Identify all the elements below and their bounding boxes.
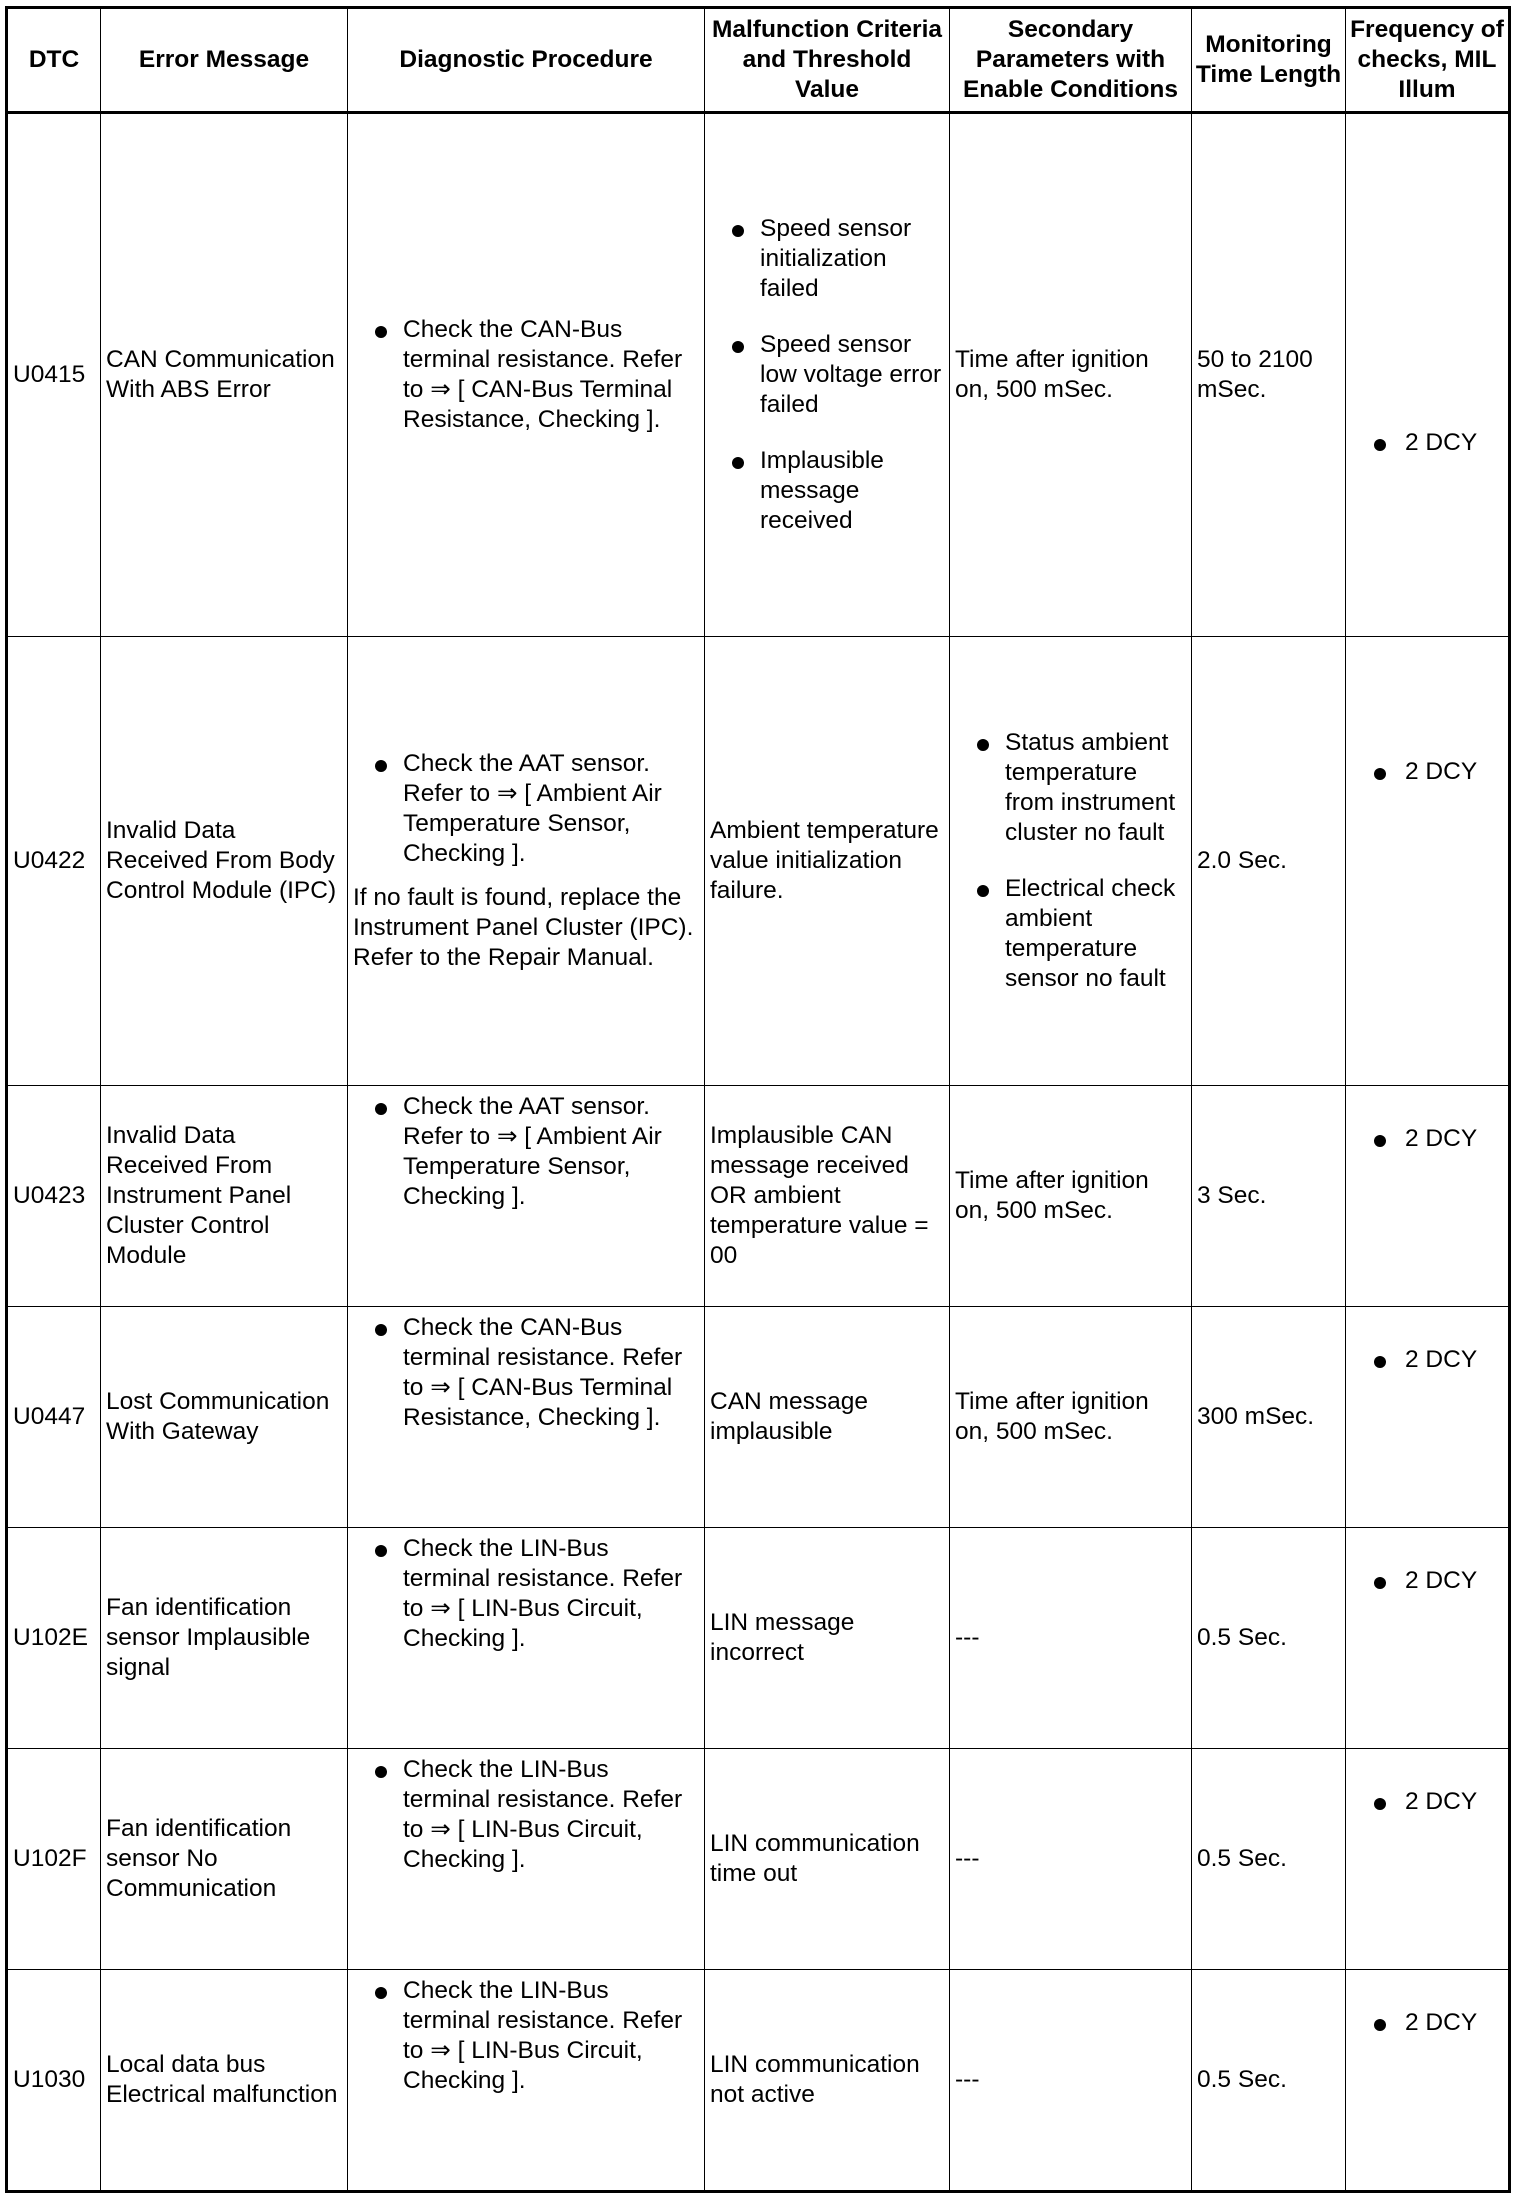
frequency-bullet: 2 DCY xyxy=(1351,1787,1503,1817)
dtc-code: U0447 xyxy=(7,1307,101,1528)
monitoring-time: 3 Sec. xyxy=(1192,1086,1346,1307)
frequency xyxy=(1346,113,1510,637)
frequency-bullet: 2 DCY xyxy=(1351,1345,1503,1375)
dtc-code: U102F xyxy=(7,1749,101,1970)
monitoring-time: 0.5 Sec. xyxy=(1192,1528,1346,1749)
error-message: Local data bus Electrical malfunction xyxy=(101,1970,348,2192)
frequency xyxy=(1346,1970,1510,2192)
dtc-code: U0422 xyxy=(7,637,101,1086)
dtc-code: U0423 xyxy=(7,1086,101,1307)
diagnostic-procedure xyxy=(348,1528,705,1749)
malfunction-criteria: Implausible CAN message received OR ambient temperature value = 00 xyxy=(705,1086,950,1307)
header-secondary-parameters: Secondary Parameters with Enable Conditions xyxy=(950,8,1192,113)
procedure-bullet: Check the CAN-Bus terminal resistance. Refer to ⇒ [ CAN-Bus Terminal Resistance, Checking ]. xyxy=(353,1313,699,1433)
table-row xyxy=(7,1528,1510,1749)
diagnostic-procedure xyxy=(348,113,705,637)
table-row xyxy=(7,637,1510,1086)
monitoring-time: 2.0 Sec. xyxy=(1192,637,1346,1086)
malfunction-criteria: LIN communication not active xyxy=(705,1970,950,2192)
frequency-bullet: 2 DCY xyxy=(1351,1566,1503,1596)
monitoring-time: 0.5 Sec. xyxy=(1192,1970,1346,2192)
procedure-bullet: Check the AAT sensor. Refer to ⇒ [ Ambient Air Temperature Sensor, Checking ]. xyxy=(353,749,699,869)
dtc-code: U102E xyxy=(7,1528,101,1749)
header-diagnostic-procedure: Diagnostic Procedure xyxy=(348,8,705,113)
error-message: CAN Communication With ABS Error xyxy=(101,113,348,637)
frequency-bullet: 2 DCY xyxy=(1351,1124,1503,1154)
procedure-bullet: Check the LIN-Bus terminal resistance. Refer to ⇒ [ LIN-Bus Circuit, Checking ]. xyxy=(353,1976,699,2096)
error-message: Invalid Data Received From Body Control Module (IPC) xyxy=(101,637,348,1086)
header-monitoring-time: Monitoring Time Length xyxy=(1192,8,1346,113)
table-row xyxy=(7,1086,1510,1307)
procedure-bullet: Check the AAT sensor. Refer to ⇒ [ Ambient Air Temperature Sensor, Checking ]. xyxy=(353,1092,699,1212)
table-row xyxy=(7,1749,1510,1970)
frequency xyxy=(1346,637,1510,1086)
secondary-parameters: Time after ignition on, 500 mSec. xyxy=(950,113,1192,637)
diagnostic-procedure xyxy=(348,1749,705,1970)
frequency-bullet: 2 DCY xyxy=(1351,2008,1503,2038)
procedure-bullet: Check the LIN-Bus terminal resistance. Refer to ⇒ [ LIN-Bus Circuit, Checking ]. xyxy=(353,1755,699,1875)
diagnostic-procedure xyxy=(348,1307,705,1528)
dtc-table xyxy=(5,6,1511,2193)
dtc-code: U0415 xyxy=(7,113,101,637)
criteria-bullet: Implausible message received xyxy=(710,446,944,536)
procedure-bullet: Check the CAN-Bus terminal resistance. Refer to ⇒ [ CAN-Bus Terminal Resistance, Checking ]. xyxy=(353,315,699,435)
secondary-parameters: --- xyxy=(950,1970,1192,2192)
table-row xyxy=(7,1970,1510,2192)
secondary-parameters: --- xyxy=(950,1749,1192,1970)
header-error-message: Error Message xyxy=(101,8,348,113)
frequency-bullet: 2 DCY xyxy=(1351,757,1503,787)
secondary-parameters: Time after ignition on, 500 mSec. xyxy=(950,1086,1192,1307)
secondary-parameters: --- xyxy=(950,1528,1192,1749)
frequency xyxy=(1346,1307,1510,1528)
error-message: Lost Communication With Gateway xyxy=(101,1307,348,1528)
frequency xyxy=(1346,1749,1510,1970)
header-frequency: Frequency of checks, MIL Illum xyxy=(1346,8,1510,113)
diagnostic-procedure xyxy=(348,1970,705,2192)
procedure-bullet: Check the LIN-Bus terminal resistance. Refer to ⇒ [ LIN-Bus Circuit, Checking ]. xyxy=(353,1534,699,1654)
malfunction-criteria: LIN message incorrect xyxy=(705,1528,950,1749)
procedure-note: If no fault is found, replace the Instrument Panel Cluster (IPC). Refer to the Repair Manual. xyxy=(353,884,694,971)
dtc-code: U1030 xyxy=(7,1970,101,2192)
secondary-parameters xyxy=(950,637,1192,1086)
frequency xyxy=(1346,1086,1510,1307)
error-message: Invalid Data Received From Instrument Panel Cluster Control Module xyxy=(101,1086,348,1307)
secondary-bullet: Status ambient temperature from instrument cluster no fault xyxy=(955,728,1186,848)
error-message: Fan identification sensor No Communication xyxy=(101,1749,348,1970)
criteria-bullet: Speed sensor initialization failed xyxy=(710,214,944,304)
malfunction-criteria: LIN communication time out xyxy=(705,1749,950,1970)
secondary-parameters: Time after ignition on, 500 mSec. xyxy=(950,1307,1192,1528)
diagnostic-procedure xyxy=(348,1086,705,1307)
dtc-table-wrapper xyxy=(5,6,1511,2193)
malfunction-criteria: CAN message implausible xyxy=(705,1307,950,1528)
monitoring-time: 300 mSec. xyxy=(1192,1307,1346,1528)
diagnostic-procedure xyxy=(348,637,705,1086)
table-row xyxy=(7,1307,1510,1528)
malfunction-criteria: Ambient temperature value initialization failure. xyxy=(705,637,950,1086)
secondary-bullet: Electrical check ambient temperature sensor no fault xyxy=(955,874,1186,994)
criteria-bullet: Speed sensor low voltage error failed xyxy=(710,330,944,420)
frequency-bullet: 2 DCY xyxy=(1351,428,1503,458)
header-dtc: DTC xyxy=(7,8,101,113)
monitoring-time: 0.5 Sec. xyxy=(1192,1749,1346,1970)
monitoring-time: 50 to 2100 mSec. xyxy=(1192,113,1346,637)
header-malfunction-criteria: Malfunction Criteria and Threshold Value xyxy=(705,8,950,113)
table-row xyxy=(7,113,1510,637)
error-message: Fan identification sensor Implausible signal xyxy=(101,1528,348,1749)
malfunction-criteria xyxy=(705,113,950,637)
frequency xyxy=(1346,1528,1510,1749)
header-row xyxy=(7,8,1510,113)
